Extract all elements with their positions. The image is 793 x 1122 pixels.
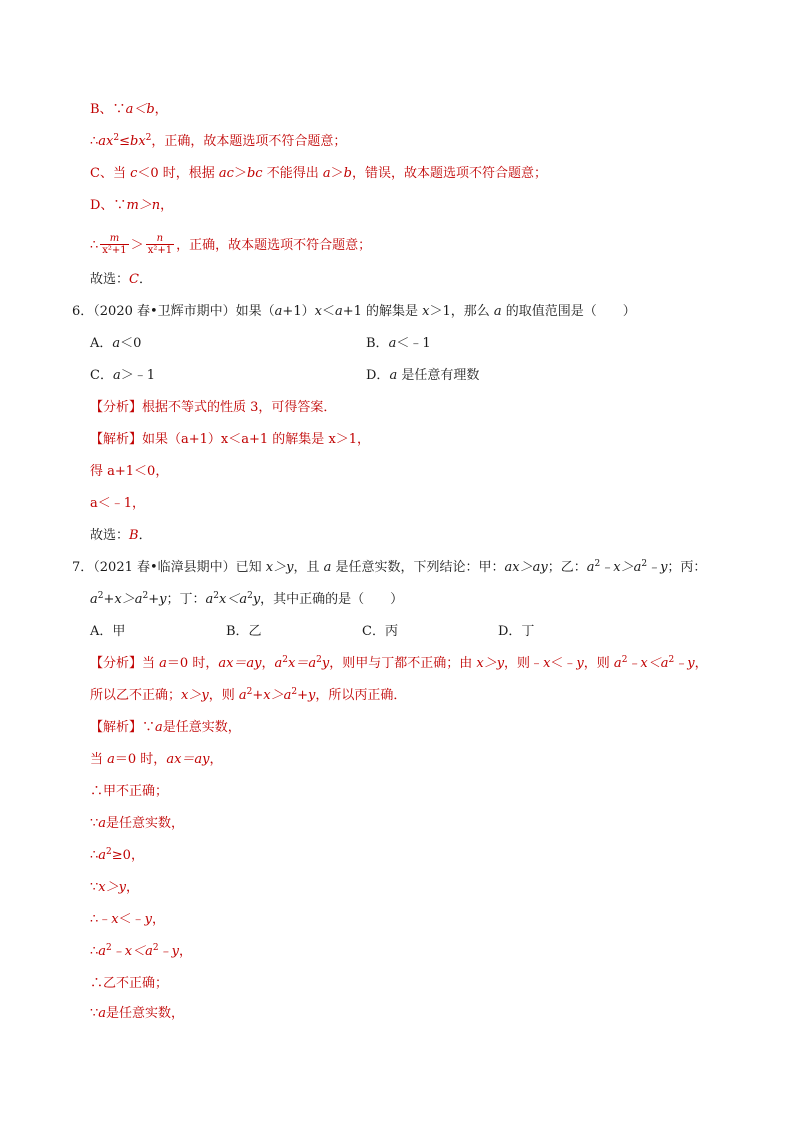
denominator: x²+1 <box>147 244 173 256</box>
var: a <box>274 656 283 671</box>
therefore: ∴ <box>90 134 99 149</box>
text: ∵ <box>90 880 99 895</box>
expr: x＞y <box>265 560 294 575</box>
prev-option-c-line <box>90 165 547 183</box>
d-expr: m＞n <box>126 198 161 213</box>
q7-solution-line-5: $\therefore a^2\ge 0$， <box>90 847 144 863</box>
solution-text: 如果（a+1）x＜a+1 的解集是 x＞1， <box>142 432 371 447</box>
text: 是任意实数， <box>106 816 185 831</box>
text: ＜0 时，根据 <box>137 166 219 181</box>
expr: b <box>343 166 352 181</box>
var: y <box>321 656 330 671</box>
expr: ﹣x＜a <box>627 656 669 671</box>
b-expr: a＜b <box>125 102 155 117</box>
denominator: x²+1 <box>102 244 127 256</box>
expr: x＞y <box>181 688 209 703</box>
expr: ax <box>98 134 114 149</box>
var: a <box>107 752 115 767</box>
expr: ax＝ay <box>166 752 210 767</box>
value: ＜0 <box>120 336 142 351</box>
q7-option-b: B．乙 <box>226 624 262 639</box>
choose-end: ． <box>138 272 152 287</box>
text: ＜﹣ <box>550 656 577 671</box>
text: ＜ <box>321 304 335 319</box>
q6-solution-step-3 <box>90 495 145 513</box>
text: 7．（2021 春•临漳县期中）已知 <box>72 560 266 575</box>
text: ，且 <box>293 560 324 575</box>
prev-choose-line <box>90 271 152 289</box>
text: C、当 <box>90 166 131 181</box>
text: ， <box>209 752 223 767</box>
analysis-tag: 【分析】 <box>90 400 143 415</box>
q7-solution-line-7 <box>90 911 165 929</box>
var: x <box>111 912 119 927</box>
text: 所以乙不正确； <box>90 688 182 703</box>
text: ∴ <box>90 848 99 863</box>
numerator: m <box>100 233 128 245</box>
d-end: ， <box>160 198 174 213</box>
label: A． <box>90 336 113 351</box>
b-end: ， <box>154 102 168 117</box>
text: ，其中正确的是（ ） <box>260 592 404 607</box>
analysis-text: 根据不等式的性质 3，可得答案． <box>142 400 337 415</box>
expr: bc <box>246 166 263 181</box>
var: a <box>389 368 398 383</box>
text: 当 <box>90 752 108 767</box>
fraction <box>146 233 174 257</box>
var: a <box>98 1006 107 1021</box>
text: 是任意实数， <box>106 1006 185 1021</box>
expr: ﹣x＜a <box>111 944 153 959</box>
expr: x＞y <box>476 656 505 671</box>
q6-option-d <box>366 367 479 385</box>
q7-option-a: A．甲 <box>90 624 126 639</box>
var: a <box>98 944 107 959</box>
expr: ﹣y <box>674 656 695 671</box>
prev-option-d-result <box>90 231 371 261</box>
text: ∵ <box>142 720 156 735</box>
var: a <box>334 304 343 319</box>
q7-option-d: D．丁 <box>498 624 535 639</box>
expr: y <box>252 592 261 607</box>
q7-solution-line-3: ∴甲不正确； <box>90 784 169 799</box>
text: ∴﹣ <box>90 912 112 927</box>
text: ＜﹣ <box>118 912 145 927</box>
expr: +y <box>297 688 316 703</box>
q7-solution-line-8: $\therefore a^2﹣x<a^2﹣y$， <box>90 943 192 959</box>
q6-choose-line <box>90 527 152 545</box>
q7-solution-line-9: ∴乙不正确； <box>90 976 169 991</box>
expr: ﹣y <box>158 944 179 959</box>
expr: +x＞a <box>103 592 143 607</box>
analysis-tag: 【分析】 <box>90 656 143 671</box>
text: ，则﹣ <box>504 656 544 671</box>
expr: ≤bx <box>119 134 146 149</box>
text: +1 的解集是 <box>342 304 423 319</box>
q7-stem-line-1: 7．（2021 春•临漳县期中）已知 x＞y，且 a 是任意实数，下列结论：甲：ax＞ay；乙：$a^2﹣x>a^2﹣y$；丙： <box>72 559 707 575</box>
expr: x＞y <box>98 880 126 895</box>
q6-solution <box>90 431 370 449</box>
q6-stem <box>72 303 636 321</box>
fraction <box>100 233 128 257</box>
text: ，则 <box>583 656 614 671</box>
q7-solution-line-1 <box>90 719 241 737</box>
choose-value: B <box>129 528 139 543</box>
expr: x＝a <box>288 656 317 671</box>
label: C． <box>90 368 113 383</box>
var: a <box>586 560 595 575</box>
expr: x＜a <box>218 592 248 607</box>
text: ， <box>125 880 139 895</box>
q7-stem-line-2: $a^2+x>a^2+y$；丁：$a^2x<a^2y$，其中正确的是（ ） <box>90 591 404 607</box>
text: a+1＜0， <box>107 464 169 479</box>
d-label: D、∵ <box>90 198 127 213</box>
expr: ax＝ay <box>218 656 262 671</box>
value: ＞﹣1 <box>120 368 155 383</box>
prev-option-d-line <box>90 197 173 215</box>
var: a <box>613 656 622 671</box>
text: 得 <box>90 464 108 479</box>
text: ， <box>152 912 166 927</box>
solution-tag: 【解析】 <box>90 720 143 735</box>
value: ＜﹣1 <box>396 336 431 351</box>
text: 6．（2020 春•卫辉市期中）如果（ <box>72 304 275 319</box>
var: a <box>98 848 107 863</box>
expr: ﹣y <box>647 560 668 575</box>
text: ＝0 时， <box>166 656 219 671</box>
text: ；丙： <box>667 560 707 575</box>
expr: +y <box>148 592 167 607</box>
text: ，正确，故本题选项不符合题意； <box>176 238 372 253</box>
prev-option-b-line <box>90 101 168 119</box>
expr: +x＞a <box>252 688 292 703</box>
text: +1） <box>282 304 315 319</box>
var: x <box>314 304 322 319</box>
var: a <box>90 592 98 607</box>
text: ，则 <box>208 688 239 703</box>
expr: ac <box>218 166 234 181</box>
text: ；丁： <box>166 592 206 607</box>
var: a <box>98 816 107 831</box>
text: ， <box>261 656 275 671</box>
var: a <box>155 720 163 735</box>
q7-solution-line-10 <box>90 1005 184 1023</box>
text: 是任意实数， <box>162 720 241 735</box>
q6-option-b <box>366 335 431 353</box>
text: ；乙： <box>547 560 587 575</box>
var: a <box>388 336 397 351</box>
text: ， <box>694 656 708 671</box>
text: 不能得出 <box>262 166 323 181</box>
choose-end: ． <box>138 528 152 543</box>
therefore: ∴ <box>90 238 99 253</box>
text: ∵ <box>90 816 99 831</box>
q6-solution-step-2 <box>90 463 168 481</box>
q7-analysis-line-2: 所以乙不正确；x＞y，则 $a^2+x>a^2+y$，所以丙正确． <box>90 687 407 703</box>
q6-option-c <box>90 367 155 385</box>
choose-label: 故选： <box>90 528 130 543</box>
text: 的取值范围是（ ） <box>501 304 636 319</box>
label: D． <box>366 368 390 383</box>
choose-value: C <box>129 272 139 287</box>
text: ＝0 时， <box>114 752 167 767</box>
var: y <box>144 912 152 927</box>
q7-solution-line-4 <box>90 815 184 833</box>
text: ∵ <box>90 1006 99 1021</box>
text: ， <box>178 944 192 959</box>
expr: ax＞ay <box>504 560 548 575</box>
var: a <box>112 336 121 351</box>
var: c <box>130 166 138 181</box>
solution-tag: 【解析】 <box>90 432 143 447</box>
q7-solution-line-6 <box>90 879 139 897</box>
var: y <box>576 656 584 671</box>
q7-solution-line-2 <box>90 751 223 769</box>
var: a <box>238 688 247 703</box>
text: a＜﹣1， <box>90 496 146 511</box>
text: 是任意实数，下列结论：甲： <box>331 560 505 575</box>
text: ，正确，故本题选项不符合题意； <box>151 134 347 149</box>
choose-label: 故选： <box>90 272 130 287</box>
value: 是任意有理数 <box>397 368 480 383</box>
var: a <box>159 656 167 671</box>
numerator: n <box>146 233 174 245</box>
var: a <box>205 592 214 607</box>
text: ＞ <box>330 166 344 181</box>
text: ，错误，故本题选项不符合题意； <box>351 166 547 181</box>
q7-analysis-line-1: 【分析】当 a＝0 时，ax＝ay，$a^2x=a^2y$，则甲与丁都不正确；由 x＞y，则﹣x＜﹣y，则 $a^2﹣x<a^2﹣y$， <box>90 655 708 671</box>
q6-analysis <box>90 399 336 417</box>
expr: a <box>322 166 331 181</box>
expr: ﹣x＞a <box>600 560 642 575</box>
var: x <box>543 656 551 671</box>
label: B． <box>366 336 389 351</box>
text: ＞ <box>233 166 247 181</box>
var: a <box>112 368 121 383</box>
gt: ＞ <box>130 238 144 253</box>
prev-option-b-result: $\therefore ax^2\le bx^2$，正确，故本题选项不符合题意； <box>90 133 347 149</box>
text: ≥0， <box>111 848 144 863</box>
text: 当 <box>142 656 160 671</box>
var: a <box>274 304 283 319</box>
var: a <box>323 560 332 575</box>
text: ，所以丙正确． <box>315 688 407 703</box>
var: x <box>422 304 430 319</box>
q7-option-c: C．丙 <box>362 624 398 639</box>
b-label: B、∵ <box>90 102 126 117</box>
text: ∴ <box>90 944 99 959</box>
text: ，则甲与丁都不正确；由 <box>329 656 477 671</box>
text: ＞1，那么 <box>429 304 494 319</box>
q6-option-a <box>90 335 141 353</box>
var: a <box>493 304 502 319</box>
